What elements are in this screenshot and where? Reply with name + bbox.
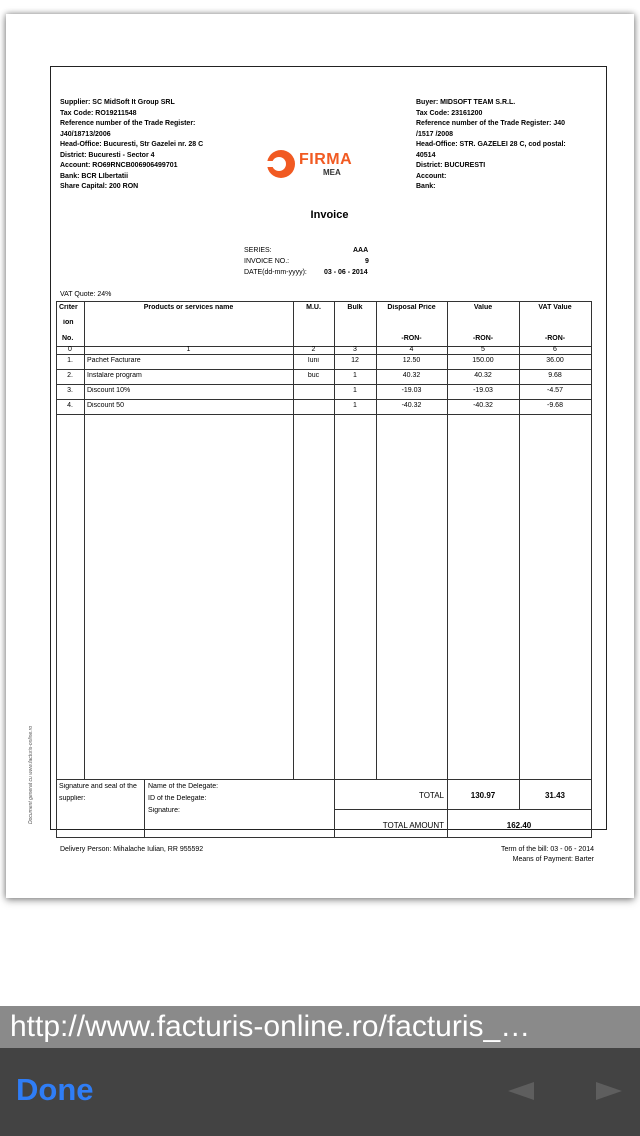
invoice-document bbox=[50, 66, 607, 863]
products-table bbox=[56, 301, 592, 779]
delivery-person: Delivery Person: Mihalache Iulian, RR 955592 bbox=[60, 846, 204, 853]
row-vat: 9.68 bbox=[548, 372, 562, 379]
header-value: Value bbox=[473, 304, 493, 311]
summary-border bbox=[56, 837, 592, 838]
buyer-line: Reference number of the Trade Register: J40 bbox=[416, 120, 565, 127]
buyer-line: District: BUCURESTI bbox=[416, 162, 486, 169]
invoice-no-value: 9 bbox=[365, 258, 369, 265]
row-bulk: 1 bbox=[353, 387, 357, 394]
index-cell: 0 bbox=[68, 346, 72, 353]
row-value: 150.00 bbox=[472, 357, 494, 364]
header-vat: VAT Value bbox=[538, 304, 572, 311]
invoice-page bbox=[6, 14, 634, 898]
header-name: Products or services name bbox=[143, 304, 234, 311]
invoice-no-label: INVOICE NO.: bbox=[244, 258, 290, 265]
row-divider bbox=[56, 399, 592, 400]
table-border bbox=[591, 301, 592, 779]
supplier-signature-label: supplier: bbox=[59, 795, 86, 802]
buyer-line: 40514 bbox=[416, 151, 436, 159]
buyer-line: Bank: bbox=[416, 183, 436, 190]
index-cell: 1 bbox=[186, 346, 191, 353]
supplier-line: Share Capital: 200 RON bbox=[60, 183, 139, 190]
row-number: 4. bbox=[67, 402, 73, 409]
supplier-line: Account: RO69RNCB006906499701 bbox=[60, 162, 178, 169]
back-arrow-icon[interactable] bbox=[508, 1082, 534, 1100]
means-of-payment: Means of Payment: Barter bbox=[512, 856, 594, 863]
row-price: 40.32 bbox=[402, 372, 421, 379]
header-criterion: ion bbox=[63, 319, 74, 326]
row-divider bbox=[56, 369, 592, 370]
row-value: -40.32 bbox=[473, 402, 493, 409]
row-price: -19.03 bbox=[401, 387, 422, 394]
row-vat: -4.57 bbox=[547, 387, 563, 394]
row-price: 12.50 bbox=[402, 357, 421, 364]
vat-quote: VAT Quote: 24% bbox=[60, 291, 112, 298]
row-number: 2. bbox=[67, 372, 73, 379]
total-value: 130.97 bbox=[470, 791, 496, 800]
row-bulk: 12 bbox=[351, 357, 359, 364]
supplier-line: District: Bucuresti - Sector 4 bbox=[60, 151, 155, 159]
row-bulk: 1 bbox=[353, 372, 357, 379]
supplier-line: Head-Office: Bucuresti, Str Gazelei nr. 28 C bbox=[60, 141, 204, 148]
summary-box bbox=[56, 779, 592, 838]
done-button[interactable]: Done bbox=[16, 1072, 94, 1107]
total-vat-value: 31.43 bbox=[544, 791, 566, 800]
index-cell: 2 bbox=[311, 346, 316, 353]
header-value-unit: -RON- bbox=[472, 335, 494, 342]
buyer-block bbox=[416, 98, 596, 193]
row-divider bbox=[56, 354, 592, 355]
buyer-line: Account: bbox=[416, 172, 447, 180]
row-number: 3. bbox=[67, 387, 73, 394]
row-product-name: Instalare program bbox=[87, 372, 142, 379]
bill-term: Term of the bill: 03 - 06 - 2014 bbox=[501, 846, 594, 853]
supplier-line: Tax Code: RO19211548 bbox=[60, 109, 137, 117]
row-value: 40.32 bbox=[474, 372, 492, 379]
header-criterion: Criter bbox=[59, 304, 78, 311]
row-mu: buc bbox=[307, 372, 320, 379]
row-value: -19.03 bbox=[473, 387, 493, 394]
invoice-title: Invoice bbox=[310, 209, 349, 221]
total-amount-label: TOTAL AMOUNT bbox=[382, 821, 444, 830]
series-value: AAA bbox=[353, 247, 369, 254]
header-price: Disposal Price bbox=[387, 304, 436, 311]
summary-divider bbox=[144, 779, 145, 838]
date-label: DATE(dd-mm-yyyy): bbox=[244, 269, 307, 276]
summary-divider bbox=[334, 809, 592, 810]
index-cell: 6 bbox=[553, 346, 557, 353]
supplier-signature-label: Signature and seal of the bbox=[59, 783, 137, 790]
logo-mark-icon bbox=[266, 149, 296, 179]
supplier-block bbox=[60, 98, 260, 193]
row-product-name: Discount 10% bbox=[87, 387, 131, 394]
row-bulk: 1 bbox=[353, 402, 357, 409]
row-product-name: Pachet Facturare bbox=[87, 357, 141, 364]
generated-by-note: Document generat cu www.facturis-online.ro bbox=[28, 725, 34, 824]
delegate-id-label: ID of the Delegate: bbox=[148, 795, 207, 802]
logo-sub: MEA bbox=[323, 168, 341, 177]
summary-border bbox=[56, 779, 57, 838]
forward-arrow-icon[interactable] bbox=[596, 1082, 622, 1100]
row-mu: luni bbox=[308, 357, 319, 364]
delegate-signature-label: Signature: bbox=[148, 807, 180, 814]
header-vat-unit: -RON- bbox=[544, 335, 566, 342]
summary-border bbox=[56, 779, 592, 780]
row-vat: -9.68 bbox=[547, 402, 563, 409]
supplier-line: J40/18713/2006 bbox=[60, 130, 111, 138]
date-value: 03 - 06 - 2014 bbox=[324, 269, 368, 276]
buyer-line: Buyer: MIDSOFT TEAM S.R.L. bbox=[416, 99, 516, 106]
buyer-line: Head-Office: STR. GAZELEI 28 C, cod postal: bbox=[416, 141, 566, 148]
index-cell: 5 bbox=[481, 346, 485, 353]
table-border bbox=[56, 301, 592, 302]
buyer-line: Tax Code: 23161200 bbox=[416, 109, 483, 117]
header-mu: M.U. bbox=[306, 304, 321, 311]
header-criterion: No. bbox=[62, 335, 74, 342]
total-label: TOTAL bbox=[418, 791, 444, 800]
header-bulk: Bulk bbox=[347, 304, 363, 311]
row-number: 1. bbox=[67, 357, 73, 364]
row-divider bbox=[56, 414, 592, 415]
index-cell: 4 bbox=[409, 346, 414, 353]
url-bar[interactable]: http://www.facturis-online.ro/facturis_… bbox=[0, 1006, 640, 1048]
series-label: SERIES: bbox=[244, 247, 272, 254]
row-divider bbox=[56, 384, 592, 385]
row-price: -40.32 bbox=[401, 402, 422, 409]
delegate-name-label: Name of the Delegate: bbox=[148, 783, 219, 790]
company-logo bbox=[266, 149, 366, 181]
header-price-unit: -RON- bbox=[401, 335, 422, 342]
logo-name: FIRMA bbox=[299, 151, 353, 168]
supplier-line: Supplier: SC MidSoft It Group SRL bbox=[60, 99, 175, 106]
index-cell: 3 bbox=[353, 346, 357, 353]
buyer-line: /1517 /2008 bbox=[416, 130, 453, 138]
supplier-line: Reference number of the Trade Register: bbox=[60, 120, 196, 127]
total-amount-value: 162.40 bbox=[506, 821, 532, 830]
row-product-name: Discount 50 bbox=[87, 402, 124, 409]
supplier-line: Bank: BCR LIbertatii bbox=[60, 172, 129, 180]
column-divider bbox=[84, 301, 85, 779]
bottom-toolbar bbox=[0, 1048, 640, 1136]
row-vat: 36.00 bbox=[546, 357, 564, 364]
